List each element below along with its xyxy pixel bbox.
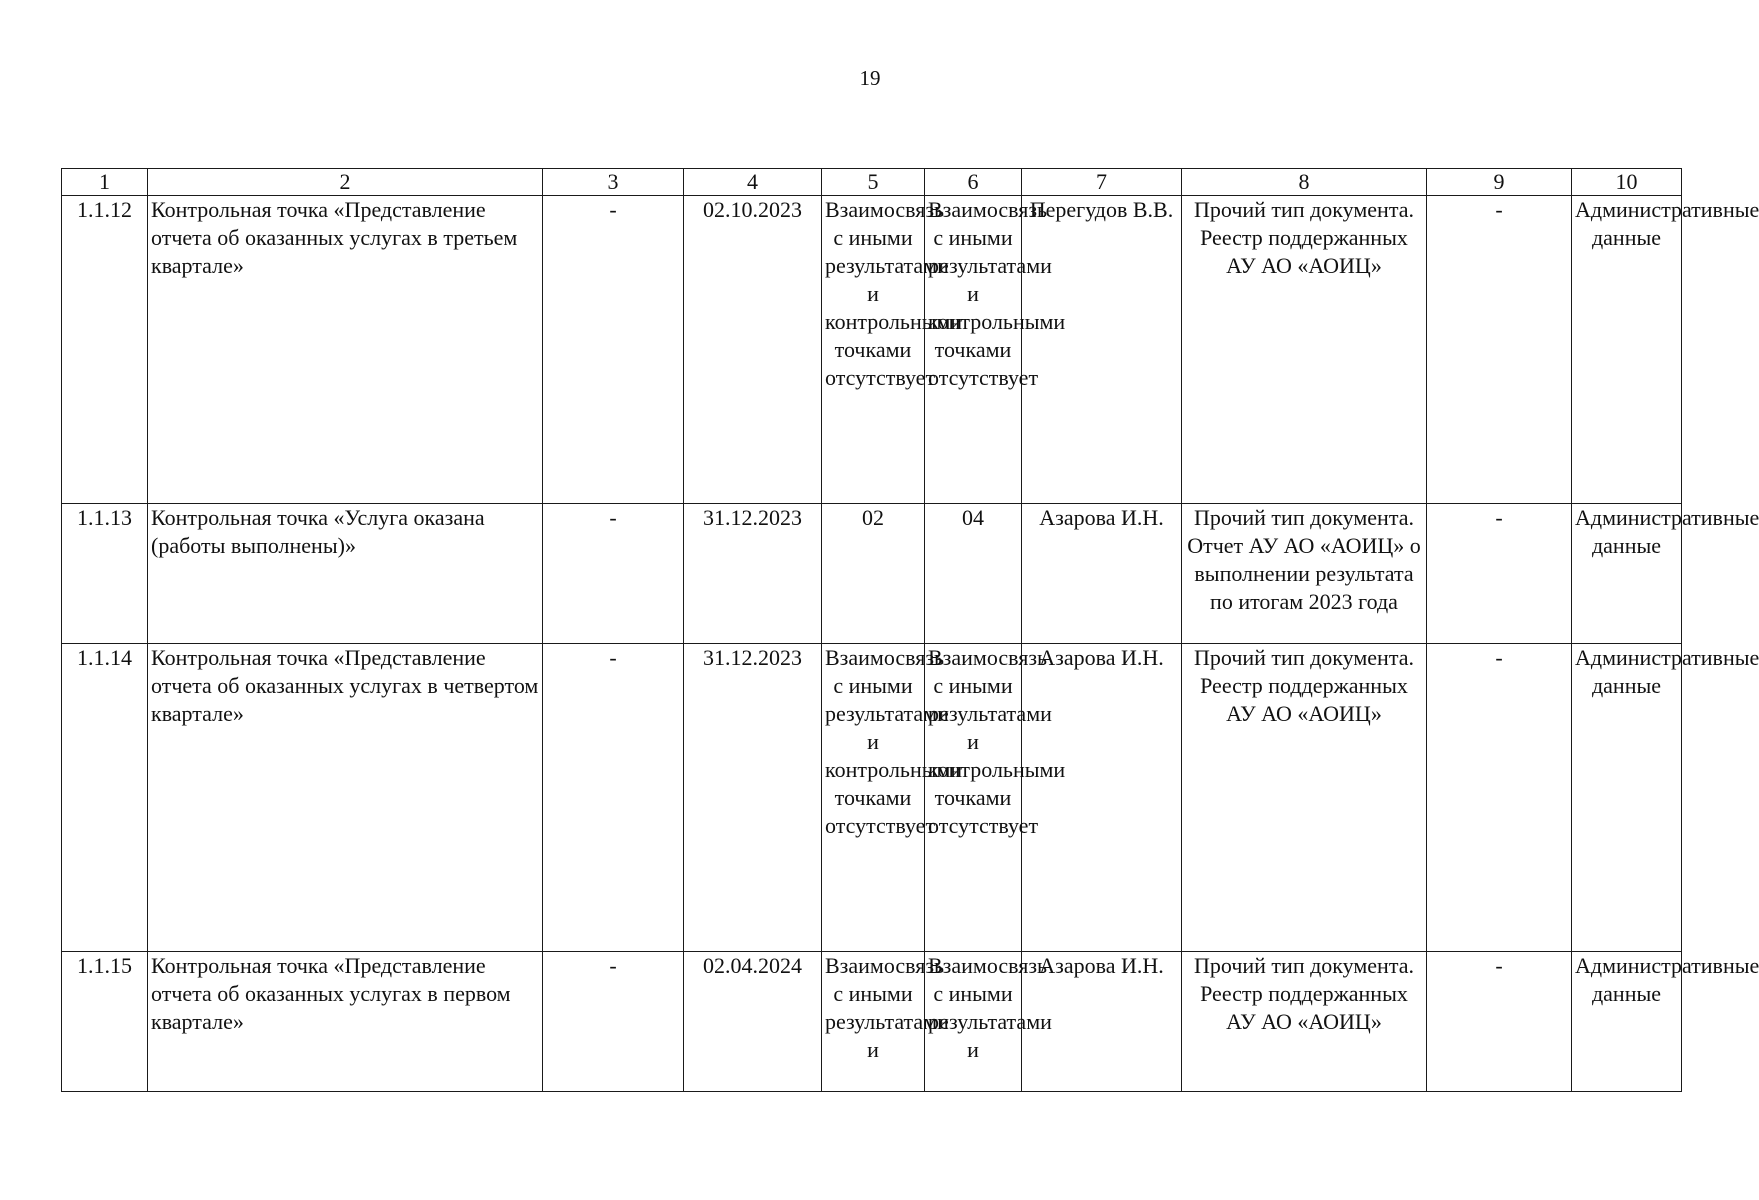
row-col6: Взаимосвязь с иными результатами и контрольными точками отсутствует: [925, 196, 1022, 504]
row-col5: 02: [822, 504, 925, 644]
row-name: Контрольная точка «Услуга оказана (работы выполнены)»: [148, 504, 543, 644]
row-col6: Взаимосвязь с иными результатами и: [925, 952, 1022, 1092]
row-number: 1.1.14: [62, 644, 148, 952]
page-number: 19: [859, 66, 881, 90]
row-date: 31.12.2023: [684, 644, 822, 952]
row-name: Контрольная точка «Представление отчета об оказанных услугах в четвертом квартале»: [148, 644, 543, 952]
row-document: Прочий тип документа. Отчет АУ АО «АОИЦ» о выполнении результата по итогам 2023 года: [1182, 504, 1427, 644]
row-col9: -: [1427, 196, 1572, 504]
row-col5: Взаимосвязь с иными результатами и: [822, 952, 925, 1092]
header-col-7: 7: [1022, 169, 1182, 196]
row-col3: -: [543, 644, 684, 952]
table-row: [62, 196, 1682, 504]
row-source: Административные данные: [1572, 504, 1682, 644]
header-col-1: 1: [62, 169, 148, 196]
row-col5: Взаимосвязь с иными результатами и контрольными точками отсутствует: [822, 196, 925, 504]
row-number: 1.1.15: [62, 952, 148, 1092]
row-col5: Взаимосвязь с иными результатами и контрольными точками отсутствует: [822, 644, 925, 952]
table-row: [62, 952, 1682, 1092]
table-row: [62, 644, 1682, 952]
header-col-9: 9: [1427, 169, 1572, 196]
row-date: 31.12.2023: [684, 504, 822, 644]
row-document: Прочий тип документа. Реестр поддержанных АУ АО «АОИЦ»: [1182, 196, 1427, 504]
row-source: Административные данные: [1572, 196, 1682, 504]
row-col3: -: [543, 504, 684, 644]
row-source: Административные данные: [1572, 952, 1682, 1092]
row-date: 02.10.2023: [684, 196, 822, 504]
row-source: Административные данные: [1572, 644, 1682, 952]
row-document: Прочий тип документа. Реестр поддержанных АУ АО «АОИЦ»: [1182, 952, 1427, 1092]
row-col3: -: [543, 196, 684, 504]
row-document: Прочий тип документа. Реестр поддержанных АУ АО «АОИЦ»: [1182, 644, 1427, 952]
row-date: 02.04.2024: [684, 952, 822, 1092]
row-number: 1.1.13: [62, 504, 148, 644]
header-col-2: 2: [148, 169, 543, 196]
header-col-3: 3: [543, 169, 684, 196]
header-row: [62, 169, 1682, 196]
row-name: Контрольная точка «Представление отчета об оказанных услугах в первом квартале»: [148, 952, 543, 1092]
data-table: [61, 168, 1759, 1092]
row-responsible: Азарова И.Н.: [1022, 952, 1182, 1092]
row-responsible: Азарова И.Н.: [1022, 644, 1182, 952]
header-col-10: 10: [1572, 169, 1682, 196]
table-row: [62, 504, 1682, 644]
row-responsible: Перегудов В.В.: [1022, 196, 1182, 504]
row-responsible: Азарова И.Н.: [1022, 504, 1182, 644]
row-col9: -: [1427, 504, 1572, 644]
header-col-6: 6: [925, 169, 1022, 196]
row-col6: 04: [925, 504, 1022, 644]
row-col3: -: [543, 952, 684, 1092]
row-col9: -: [1427, 952, 1572, 1092]
row-number: 1.1.12: [62, 196, 148, 504]
header-col-5: 5: [822, 169, 925, 196]
header-col-8: 8: [1182, 169, 1427, 196]
row-name: Контрольная точка «Представление отчета об оказанных услугах в третьем квартале»: [148, 196, 543, 504]
row-col6: Взаимосвязь с иными результатами и контрольными точками отсутствует: [925, 644, 1022, 952]
header-col-4: 4: [684, 169, 822, 196]
row-col9: -: [1427, 644, 1572, 952]
